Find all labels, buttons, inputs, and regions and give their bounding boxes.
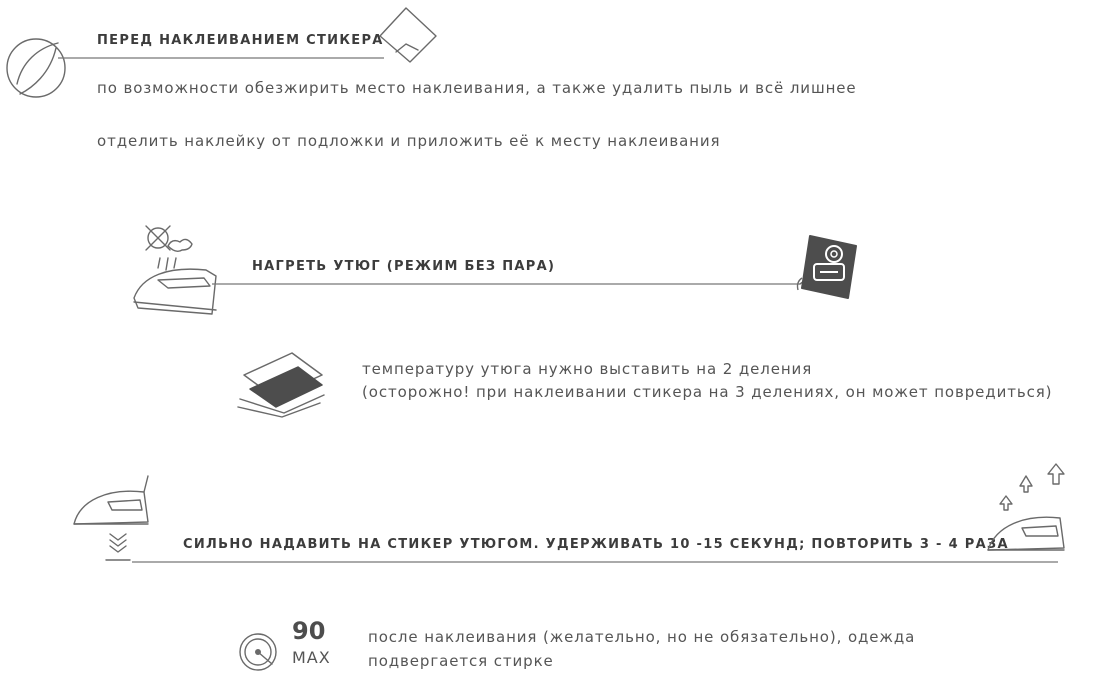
section-title-press: СИЛЬНО НАДАВИТЬ НА СТИКЕР УТЮГОМ. УДЕРЖИВАТЬ 10 -15 СЕКУНД; ПОВТОРИТЬ 3 - 4 РАЗА xyxy=(183,537,1009,552)
wash-temperature-icon xyxy=(236,622,296,678)
diamond-sticker-icon xyxy=(380,8,436,62)
temperature-warning: (осторожно! при наклеивании стикера на 3 делениях, он может повредиться) xyxy=(362,383,1053,401)
instruction-peel: отделить наклейку от подложки и приложить её к месту наклеивания xyxy=(97,132,721,150)
instruction-degrease: по возможности обезжирить место наклеивания, а также удалить пыль и всё лишнее xyxy=(97,79,857,97)
power-socket-icon xyxy=(796,228,866,303)
section-title-before: ПЕРЕД НАКЛЕИВАНИЕМ СТИКЕРА xyxy=(97,33,384,48)
press-base-line xyxy=(130,558,1060,568)
max-temperature-value: 90 xyxy=(292,617,326,645)
washing-note: после наклеивания (желательно, но не обязательно), одежда xyxy=(368,628,916,646)
iron-lift-icon xyxy=(980,460,1080,560)
iron-press-icon xyxy=(68,472,158,572)
fabric-layers-icon xyxy=(232,345,332,420)
temperature-note: температуру утюга нужно выставить на 2 деления xyxy=(362,360,813,378)
max-temperature-unit: MAX xyxy=(292,648,331,667)
section-title-heat-iron: НАГРЕТЬ УТЮГ (РЕЖИМ БЕЗ ПАРА) xyxy=(252,259,556,274)
washing-note-continued: подвергается стирке xyxy=(368,652,554,670)
